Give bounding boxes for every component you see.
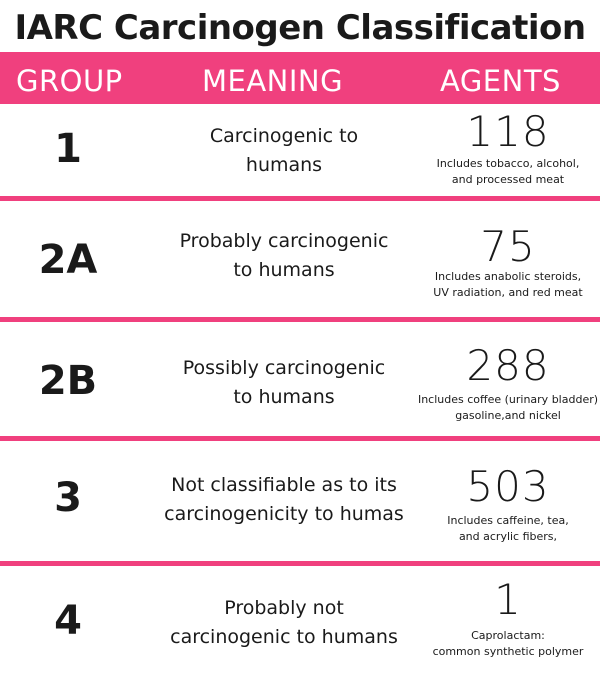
header-meaning: MEANING xyxy=(202,64,344,98)
meaning-line: to humans xyxy=(233,259,335,281)
note-line: UV radiation, and red meat xyxy=(433,286,583,299)
meaning-line: carcinogenicity to humas xyxy=(164,503,404,525)
meaning-text xyxy=(148,471,420,529)
table-row xyxy=(0,566,600,684)
table-row xyxy=(0,201,600,317)
agent-examples xyxy=(410,392,600,424)
meaning-text xyxy=(148,354,420,412)
meaning-line: humans xyxy=(245,154,323,176)
table-row xyxy=(0,322,600,436)
meaning-line: Probably not xyxy=(224,597,344,619)
header-agents: AGENTS xyxy=(440,64,561,98)
meaning-text xyxy=(148,122,420,180)
agent-count: 503 xyxy=(466,462,550,511)
note-line: Includes tobacco, alcohol, xyxy=(436,157,580,170)
agent-count: 118 xyxy=(466,107,550,156)
note-line: Includes caffeine, tea, xyxy=(447,514,569,527)
group-label: 3 xyxy=(54,475,82,521)
agent-count: 1 xyxy=(494,575,522,624)
agent-count: 75 xyxy=(480,222,536,271)
agent-count: 288 xyxy=(466,341,550,390)
note-line: gasoline,and nickel xyxy=(455,409,561,422)
note-line: and processed meat xyxy=(451,173,565,186)
note-line: Includes coffee (urinary bladder) xyxy=(417,393,599,406)
note-line: and acrylic fibers, xyxy=(458,530,558,543)
meaning-line: to humans xyxy=(233,386,335,408)
meaning-line: Probably carcinogenic xyxy=(179,230,389,252)
group-label: 2A xyxy=(38,237,98,283)
table-row xyxy=(0,441,600,561)
meaning-text xyxy=(148,594,420,652)
meaning-line: carcinogenic to humans xyxy=(170,626,398,648)
header-group: GROUP xyxy=(16,64,123,98)
agent-examples xyxy=(410,628,600,660)
note-line: Includes anabolic steroids, xyxy=(434,270,582,283)
group-label: 1 xyxy=(54,126,82,172)
group-label: 2B xyxy=(38,358,98,404)
agent-examples xyxy=(410,269,600,301)
meaning-line: Not classifiable as to its xyxy=(171,474,397,496)
note-line: common synthetic polymer xyxy=(432,645,584,658)
group-label: 4 xyxy=(54,598,82,644)
agent-examples xyxy=(410,513,600,545)
meaning-text xyxy=(148,227,420,285)
meaning-line: Possibly carcinogenic xyxy=(182,357,386,379)
table-header xyxy=(0,52,600,104)
table-row xyxy=(0,104,600,196)
note-line: Caprolactam: xyxy=(471,629,545,642)
agent-examples xyxy=(410,156,600,188)
meaning-line: Carcinogenic to xyxy=(209,125,359,147)
page-title: IARC Carcinogen Classification xyxy=(14,8,586,48)
